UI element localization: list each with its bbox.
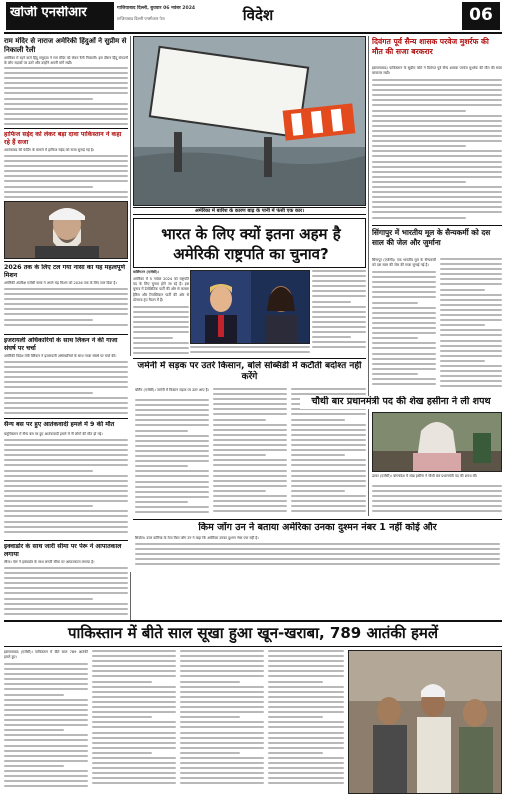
article-body: इस्लामाबाद (एजेंसी)। पाकिस्तान में बीते साल 789 आतंकी हमले हुए। [4,650,88,660]
section-rule [4,646,502,647]
article-text-block [4,67,128,127]
lead-dateline: वाशिंगटन (एजेंसी)। [133,270,160,274]
article-text-block [190,346,310,356]
column-divider [368,226,369,396]
article-text-block [372,79,502,223]
column-divider [130,572,131,620]
banner-headline: पाकिस्तान में बीते साल सूखा हुआ खून-खराबा, 789 आतंकी हमलें [67,624,439,642]
section-rule [133,358,366,359]
article-body: सियोल। उत्तर कोरिया के नेता किम जोंग उन ने कहा कि अमेरिका उनका दुश्मन नंबर एक नहीं है। [135,536,259,540]
lead-headline-line1: भारत के लिए क्यों इतना अहम है [161,225,341,243]
section-rule [4,261,128,262]
road-closed-photo [133,36,366,206]
article-body: अमेरिका में रहने वाले हिंदू समुदाय ने राम मंदिर को लेकर रैली निकाली। इस दौरान हिंदू संगठनों के लोग सड़कों पर उतरे और उन्होंने अपनी मांगें रखीं। [4,56,128,66]
article-text-block [4,361,128,417]
photo-caption: अमेरिका में बारिश के कारण बाढ़ के पानी में फंसी एक कार। [133,207,366,215]
paper-name: खोजी एनसीआर [10,6,87,20]
article-text-block [268,650,344,793]
article-text-block [440,258,502,392]
candidates-illustration [191,271,310,344]
lead-story-box [133,218,366,268]
article-body: बर्लिन (एजेंसी)। जर्मनी में किसान सड़क पर उतर आए हैं। [135,388,209,392]
article-text-block [372,271,436,391]
article-text-block [4,663,88,793]
article-body: लीमा। पेरू ने इक्वाडोर के साथ लगती सीमा पर आपातकाल लगाया है। [4,560,95,564]
article-headline: दिवंगत पूर्व सैन्य शासक परवेज मुशर्रफ की मौत की सजा बरकरार [372,37,489,56]
article-headline: हाफिज सईद को लेकर बड़ा दावा पाकिस्तान ने कहा रहे हैं सजा [4,131,122,146]
article-body: अमेरिकी विदेश मंत्री ब्लिंकन ने इजरायली अधिकारियों के साथ गाजा संघर्ष पर चर्चा की। [4,354,117,358]
sheikh-hasina-photo [372,412,502,472]
hasina-illustration [373,413,502,472]
article-text-block [4,439,128,539]
candidates-photo [190,270,310,344]
masthead-rule [4,32,502,34]
article-headline: जर्मनी में सड़क पर उतरे किसान, बोले सब्सिडी में कटौती बर्दाश्त नहीं करेंगे [137,361,362,382]
article-text-block [4,567,128,617]
article-body: इस्लामाबाद। पाकिस्तान के सुप्रीम कोर्ट ने दिवंगत पूर्व सैन्य शासक परवेज मुशर्रफ की मौत की सजा बरकरार रखी। [372,66,502,76]
section-rule [133,519,502,520]
column-divider [130,36,131,356]
page-number: 06 [469,5,493,25]
article-text-block [135,543,500,571]
article-headline: इक्वाडोर के साथ जारी सीमा पर पेरू ने आपातकाल लगाया [4,543,122,558]
article-body: सिंगापुर (एजेंसी)। एक भारतीय मूल के सैन्यकर्मी को दस साल की जेल की सजा सुनाई गई है। [372,258,436,268]
masthead-dateline: गाजियाबाद दिल्ली, बुधवार 06 नवंबर 2024 [117,6,196,11]
article-headline: इजरायली अधिकारियों के साथ लिंकन ने की गाजा संघर्ष पर चर्चा [4,337,118,352]
section-rule [4,418,128,419]
flood-scene-illustration [134,37,366,206]
section-rule [4,128,128,129]
crowd-illustration [349,651,502,794]
article-text-block [135,399,209,517]
section-rule [4,334,128,335]
lead-body: अमेरिका में 5 नवंबर 2024 को राष्ट्रपति पद के लिए चुनाव होने जा रहे हैं। इस चुनाव में डेमोक्रेटिक पार्टी की ओर से कमला हैरिस और रिपब्लिकन पार्टी की ओर से डोनाल्ड ट्रंप मैदान में हैं। [133,277,189,302]
article-body: ढाका (एजेंसी)। बांग्लादेश में शेख हसीना ने चौथी बार प्रधानमंत्री पद की शपथ ली। [372,474,478,478]
hafiz-saeed-photo [4,201,128,259]
article-headline: राम मंदिर से नाराज अमेरिकी हिंदुओं ने सुप्रीम से निकाली रैली [4,37,127,54]
lead-headline-line2: अमेरिकी राष्ट्रपति का चुनाव? [173,245,329,263]
masthead [0,0,506,34]
article-headline: सैन्य बस पर हुए आतंकवादी हमले में 9 की मौत [4,421,115,428]
portrait-illustration [5,202,128,259]
column-divider [368,396,369,516]
article-text-block [92,650,176,793]
section-rule [4,540,128,541]
article-text-block [312,270,366,356]
section-rule [372,225,502,226]
masthead-subline: ग़ाज़ियाबाद दिल्ली एनसीआर पेज [117,16,165,21]
article-text-block [133,306,189,356]
article-text-block [4,155,128,201]
article-headline: सिंगापुर में भारतीय मूल के सैन्यकर्मी को दस साल की जेल और जुर्माना [372,228,491,247]
article-headline: किम जोंग उन ने बताया अमेरिका उनका दुश्मन नंबर 1 नहीं कोई और [198,522,437,533]
pakistan-attack-photo [348,650,502,794]
article-text-block [4,288,128,332]
article-body: बलूचिस्तान में सैन्य बस पर हुए आतंकवादी हमले में नौ लोगों की मौत हो गई। [4,432,103,436]
section-rule [4,620,502,622]
article-text-block [372,485,502,517]
column-divider [368,36,369,226]
article-body: आतंकवाद की फंडिंग के मामले में हाफिज सईद को सजा सुनाई गई है। [4,148,95,152]
article-text-block [180,650,264,793]
section-title: विदेश [242,6,274,24]
article-headline: 2026 तक के लिए टल गया नासा का यह महत्वपूर्ण मिशन [4,264,126,279]
article-body: अमेरिकी अंतरिक्ष एजेंसी नासा ने अपने चंद्र मिशन को 2026 तक के लिए टाल दिया है। [4,281,117,285]
article-headline: चौथी बार प्रधानमंत्री पद की शेख हसीना ने ली शपथ [300,396,502,409]
article-text-block [213,388,287,517]
